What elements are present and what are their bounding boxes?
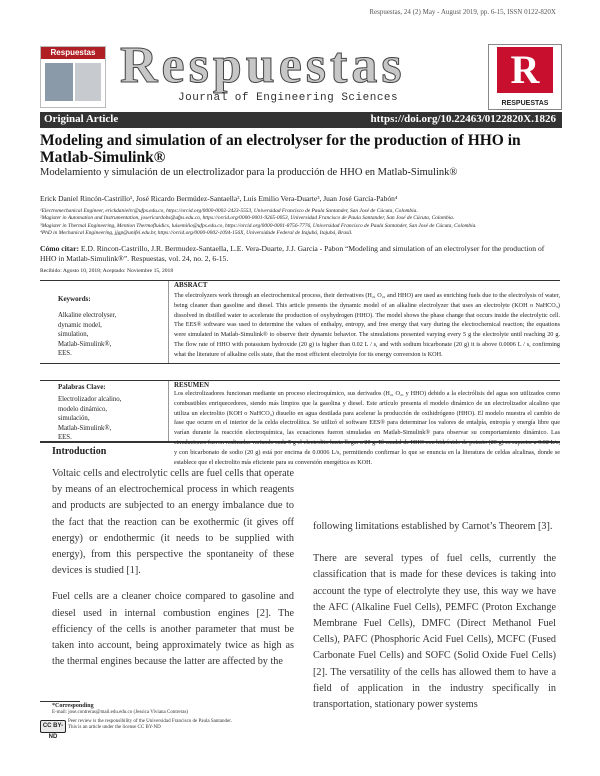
keywords-heading: Keywords: <box>58 295 91 303</box>
resumen-heading: RESUMEN <box>174 381 210 389</box>
keyword: Electrolizador alcalino, <box>58 396 122 403</box>
license-text: This is an article under the license CC BY-ND <box>68 725 161 731</box>
keyword: EES. <box>58 434 72 442</box>
logo-cover-image <box>75 63 101 101</box>
small-journal-logo <box>40 46 106 108</box>
masthead-title: Respuestas <box>120 37 406 94</box>
keyword: simulation, <box>58 331 89 339</box>
logo-letter: R <box>497 47 553 93</box>
intro-paragraph: Fuel cells are a cleaner choice compared to gasoline and diesel used in internal combustion engines [2]. The efficiency of the cells is another parameter that must be taken into account, being approximately twice as high as the thermal engines because the latter are affected by the <box>52 591 294 668</box>
license-note <box>68 719 368 732</box>
english-abstract-box <box>40 280 560 364</box>
logo-label: RESPUESTAS <box>501 100 549 107</box>
keywords-list <box>58 311 162 359</box>
affiliation: ³Magister in Thermal Engineering, Mention Thermofluidics, luisemilio@ufps.edu.co, https://orcid.org/0000-0001-8756-7776, Universidad Francisco de Paula Santander, San José de Cúcuta, Colombia. <box>40 222 477 229</box>
citation-label: Cómo citar: <box>40 244 80 253</box>
keyword: Matlab-Simulink®, <box>58 340 112 348</box>
keywords-heading: Palabras Clave: <box>58 383 106 391</box>
author-list: Erick Daniel Rincón-Castrillo¹, José Ricardo Bermúdez-Santaella², Luis Emilio Vera-Duarte³, Juan José García-Pabón⁴ <box>40 194 398 203</box>
journal-reference: Respuestas, 24 (2) May - August 2019, pp. 6-15, ISSN 0122-820X <box>369 8 556 16</box>
doi-link[interactable]: https://doi.org/10.22463/0122820X.1826 <box>370 113 556 125</box>
footnote-rule <box>40 701 80 702</box>
affiliation: ²Magister in Automation and Instrumentation, josericardobs@ufps.edu.co, https://orcid.org/0000-0001-9265-0053, Universidad Francisco de Paula Santander, San José de Cúcuta, Colombia. <box>40 215 455 222</box>
received-accepted-dates: Recibido: Agosto 10, 2018; Aceptado: Noviembre 15, 2018 <box>40 268 174 274</box>
small-logo-label: Respuestas <box>41 47 105 59</box>
cc-license-badge[interactable]: CC BY-ND <box>40 720 66 733</box>
article-type: Original Article <box>44 113 119 125</box>
left-column <box>52 466 294 670</box>
corresponding-label: *Corresponding <box>52 703 94 709</box>
citation-text: E.D. Rincon-Castrillo, J.R. Bermudez-Santaella, L.E. Vera-Duarte, J.J. Garcia - Pabon “Modeling and simulation of an electrolyser for the production of HHO in Matlab-Simulink®”. Respuestas, vol. 24, no. 2, 6-15. <box>40 244 545 263</box>
affiliation: ¹Electromechanical Engineer, erickdanielrc@ufps.edu.co, https://orcid.org/0000-0002-2423-5553, Universidad Francisco de Paula Santander, San José de Cúcuta, Colombia. <box>40 208 418 214</box>
corresponding-email: E-mail: jose.contreras@mail.edu.edu.co (Jessica Viviana Contreras) <box>52 710 189 715</box>
peer-review-note: Peer review is the responsibility of the Universidad Francisco de Paula Santander. <box>68 719 232 724</box>
logo-building-image <box>45 63 73 101</box>
spanish-title: Modelamiento y simulación de un electrolizador para la producción de HHO en Matlab-Simulink® <box>40 167 458 178</box>
respuestas-logo <box>488 44 562 110</box>
keywords-list <box>58 395 162 443</box>
keyword: modelo dinámico, <box>58 405 108 413</box>
abstract-text: The electrolyzers work through an electrochemical process, their derivatives (H₂, O₂, and HHO) are used as enriching fuels due to the electrolysis of water, being cleaner than gasoline and diesel. This article presents the dynamic model of an alkaline electrolyzer that uses an electrolyte (KOH o NaHCO₃) dissolved in distilled water to accelerate the production of oxyhydrogen (HHO). The model shows the phase change that occurs inside the electrolytic cell. The EES® software was used to determine the values of enthalpy, entropy, and free energy that vary during the electrochemical reaction; the equations were simulated in Matlab-Simulink® to observe their dynamic behavior. The simulations presented varying every 5 g the electrolyte until reaching 20 g. The flow rate of HHO with potassium hydroxide (20 g) is higher than 0.02 L / s, and with sodium bicarbonate (20 g) it is above 0.0006 L / s, confirming what the literature of alkaline cells state, that the most efficient electrolyte for its energy conversion is KOH. <box>174 292 560 358</box>
intro-paragraph: following limitations established by Carnot’s Theorem [3]. <box>313 521 553 532</box>
intro-paragraph: There are several types of fuel cells, currently the classification that is made for these devices is taking into account the type of electrolyte they use, this way we have the AFC (Alkaline Fuel Cells), PEMFC (Proton Exchange Membrane Fuel Cells), DMFC (Direct Methanol Fuel Cells), PAFC (Phosphoric Acid Fuel Cells), MCFC (Fused Carbonate Fuel Cells) and SOFC (Solid Oxide Fuel Cells) [2]. The versatility of the cells has allowed them to have a field of application in the industry specifically in transportation, stationary power systems <box>313 553 556 711</box>
article-banner <box>40 112 562 128</box>
abstract-heading: ABSRACT <box>174 281 208 289</box>
introduction-heading: Introduction <box>52 446 107 457</box>
journal-masthead <box>120 37 468 110</box>
keyword: EES. <box>58 350 72 358</box>
affiliations <box>40 208 560 238</box>
keyword: Matlab-Simulink®, <box>58 424 112 432</box>
keyword: Alkaline electrolyser, <box>58 312 117 319</box>
citation <box>40 244 560 264</box>
intro-paragraph: Voltaic cells and electrolytic cells are fuel cells that operate by means of an electrochemical process in which reagents and products are subjected to an energy imbalance due to the fact that the reaction can be exothermic (it gives off energy) or endothermic (it needs to be supplied with energy), from this perspective the spontaneity of these devices is studied [1]. <box>52 468 294 577</box>
section-divider <box>40 442 560 443</box>
masthead-subtitle: Journal of Engineering Sciences <box>178 92 399 104</box>
keyword: simulación, <box>58 415 90 423</box>
keyword: dynamic model, <box>58 321 102 329</box>
resumen-text: Los electrolizadores funcionan mediante un proceso electroquímico, sus derivados (H₂, O₂, y HHO) debido a la electrólisis del agua son utilizados como combustibles enriquecedores, siendo más limpios que la gasolina y diesel. Este artículo presenta el modelo dinámico de un electrolizador alcalino que utiliza un electrolito (KOH o NaHCO₃) disuelto en agua destilada para acelerar la producción de oxihidrógeno (HHO). El modelo muestra el cambio de fase que ocurre en el interior de la celda electrolítica. Se utilizó el software EES® para determinar los valores de entalpía, entropía y energía libre que varían durante la reacción electroquímica, las ecuaciones fueron simuladas en Matlab-Simulink® para observar su comportamiento dinámico. Las simulaciones fueron realizadas variando cada 5 g el electrolito hasta llegar a 20 g. El caudal de HHO con hidróxido de potasio (20 g) es superior a 0.02 L/s, y con bicarbonato de sodio (20 g) está por encima de 0.0006 L/s, permitiendo confirmar lo que se enuncia en la literatura de celdas alcalinas, donde se establece que el electrolito más eficiente para su conversión energética es KOH. <box>174 390 560 466</box>
article-title: Modeling and simulation of an electrolyser for the production of HHO in Matlab-Simulink® <box>40 132 521 166</box>
right-column <box>313 519 556 713</box>
affiliation: ⁴PhD in Mechanical Engineering, jjgp@unifei.edu.br, https://orcid.org/0000-0002-1094-156X, Universidade Federal de Itajubá, Itajubá, Brasil. <box>40 230 353 237</box>
